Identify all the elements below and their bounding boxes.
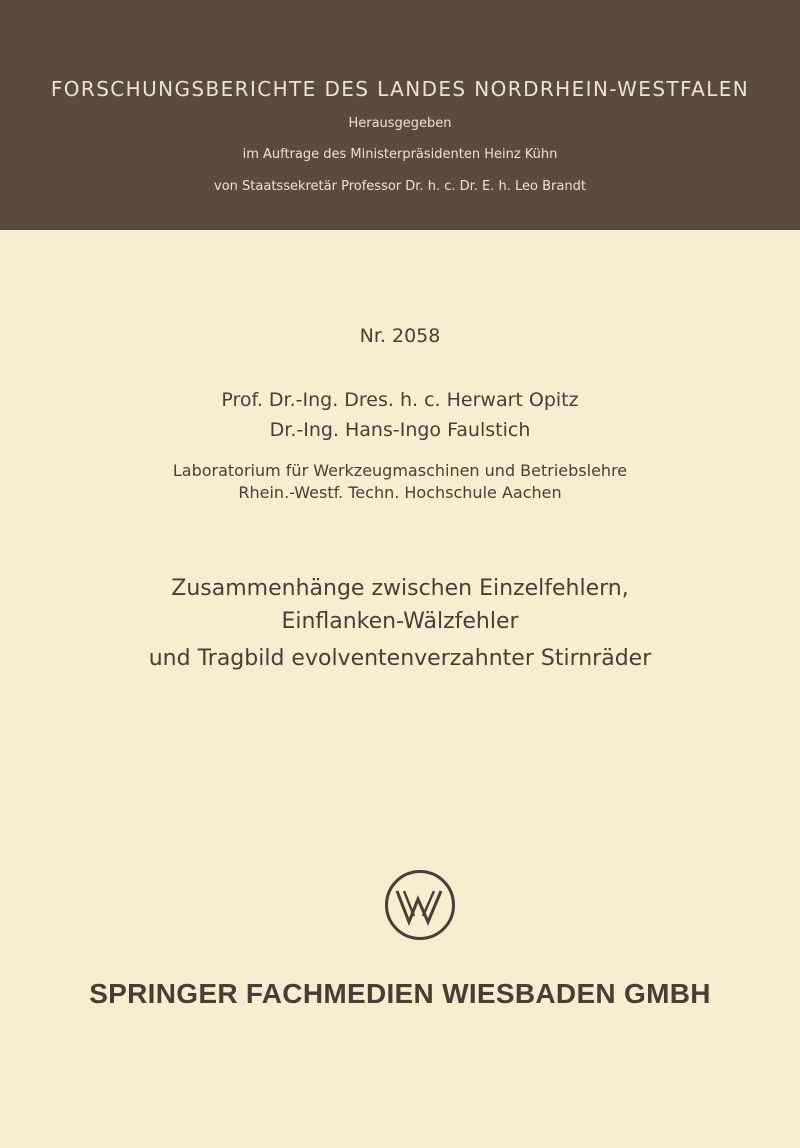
author-2: Dr.-Ing. Hans-Ingo Faulstich: [269, 419, 531, 441]
title-line-3: und Tragbild evolventenverzahnter Stirnräder: [148, 646, 652, 671]
series-title: FORSCHUNGSBERICHTE DES LANDES NORDRHEIN-WESTFALEN: [50, 77, 750, 101]
editor-line-3: von Staatssekretär Professor Dr. h. c. Dr. E. h. Leo Brandt: [214, 179, 586, 194]
publisher-name: SPRINGER FACHMEDIEN WIESBADEN GMBH: [89, 978, 711, 1009]
title-line-2: Einflanken-Wälzfehler: [281, 609, 519, 634]
vw-publisher-logo-icon: [384, 869, 456, 941]
editor-line-1: Herausgegeben: [348, 116, 452, 131]
author-1: Prof. Dr.-Ing. Dres. h. c. Herwart Opitz: [221, 389, 579, 411]
title-line-1: Zusammenhänge zwischen Einzelfehlern,: [171, 576, 629, 601]
report-number: Nr. 2058: [359, 325, 441, 347]
editor-line-2: im Auftrage des Ministerpräsidenten Heinz Kühn: [242, 147, 558, 162]
institution-line-2: Rhein.-Westf. Techn. Hochschule Aachen: [238, 483, 562, 502]
institution-line-1: Laboratorium für Werkzeugmaschinen und Betriebslehre: [172, 461, 628, 480]
series-header-band: [0, 0, 800, 230]
